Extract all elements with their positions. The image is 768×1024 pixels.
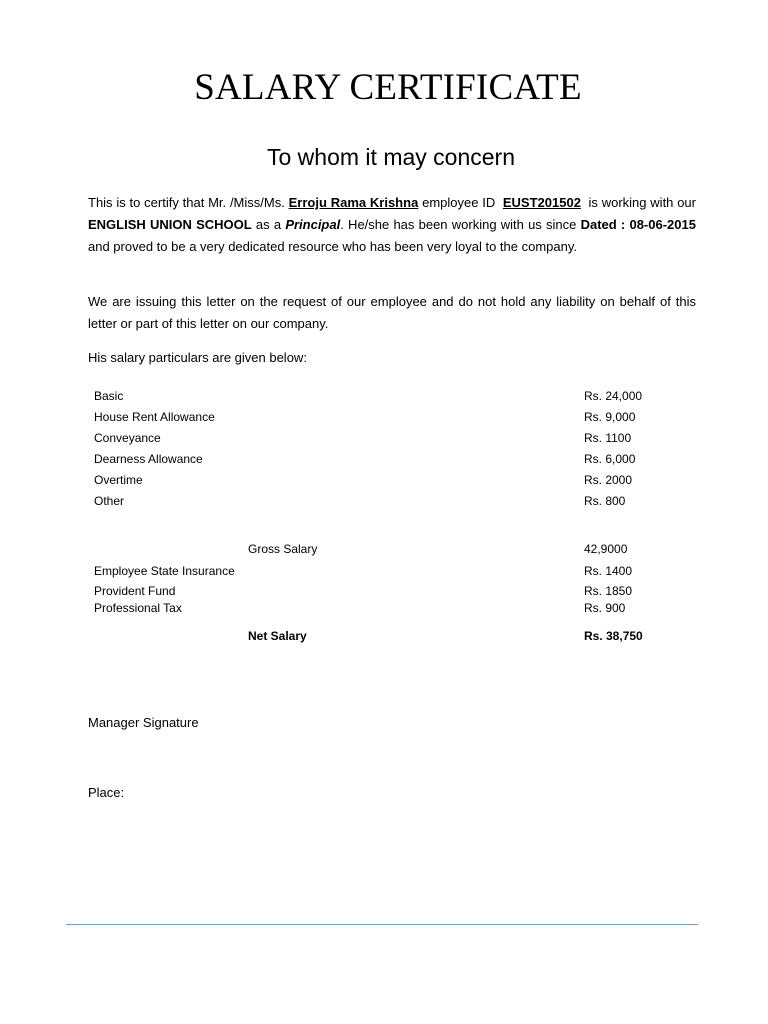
p1-text-6: and proved to be a very dedicated resource who has been very loyal to the company.	[88, 239, 577, 254]
place-label: Place:	[88, 785, 125, 800]
gross-salary-label: Gross Salary	[248, 542, 318, 556]
p1-text-1: This is to certify that Mr. /Miss/Ms.	[88, 195, 285, 210]
net-salary-label: Net Salary	[248, 629, 307, 643]
p1-text-2: employee ID	[422, 195, 496, 210]
professional-tax-value: Rs. 900	[584, 601, 626, 615]
conveyance-label: Conveyance	[94, 431, 161, 445]
other-value: Rs. 800	[584, 494, 626, 508]
provident-fund-value: Rs. 1850	[584, 584, 633, 598]
basic-value: Rs. 24,000	[584, 389, 643, 403]
provident-fund-label: Provident Fund	[94, 584, 176, 598]
conveyance-value: Rs. 1100	[584, 431, 632, 445]
salary-intro-paragraph: His salary particulars are given below:	[88, 350, 307, 365]
overtime-label: Overtime	[94, 473, 143, 487]
dearness-allowance-label: Dearness Allowance	[94, 452, 203, 466]
p1-text-4: as a	[255, 217, 282, 232]
hra-value: Rs. 9,000	[584, 410, 636, 424]
net-salary-value: Rs. 38,750	[584, 629, 643, 643]
footer-divider	[66, 924, 698, 925]
salutation-heading: To whom it may concern	[267, 144, 515, 170]
manager-signature-label: Manager Signature	[88, 715, 199, 730]
esi-value: Rs. 1400	[584, 564, 633, 578]
dated-label: Dated :	[580, 217, 626, 232]
employee-position: Principal	[285, 217, 341, 232]
dearness-allowance-value: Rs. 6,000	[584, 452, 636, 466]
overtime-value: Rs. 2000	[584, 473, 633, 487]
other-label: Other	[94, 494, 125, 508]
basic-label: Basic	[94, 389, 124, 403]
certification-paragraph	[88, 192, 696, 258]
certificate-title: SALARY CERTIFICATE	[194, 67, 582, 108]
school-name: ENGLISH UNION SCHOOL	[88, 217, 252, 232]
employee-id: EUST201502	[502, 195, 581, 210]
joining-date: 08-06-2015	[629, 217, 696, 232]
disclaimer-paragraph: We are issuing this letter on the request of our employee and do not hold any liability on behalf of this letter or part of this letter on our company.	[88, 294, 696, 331]
esi-label: Employee State Insurance	[94, 564, 235, 578]
employee-name: Erroju Rama Krishna	[288, 195, 419, 210]
p1-text-3: is working with our	[588, 195, 696, 210]
hra-label: House Rent Allowance	[94, 410, 215, 424]
p1-text-5: . He/she has been working with us since	[340, 217, 577, 232]
gross-salary-value: 42,9000	[584, 542, 628, 556]
professional-tax-label: Professional Tax	[94, 601, 182, 615]
